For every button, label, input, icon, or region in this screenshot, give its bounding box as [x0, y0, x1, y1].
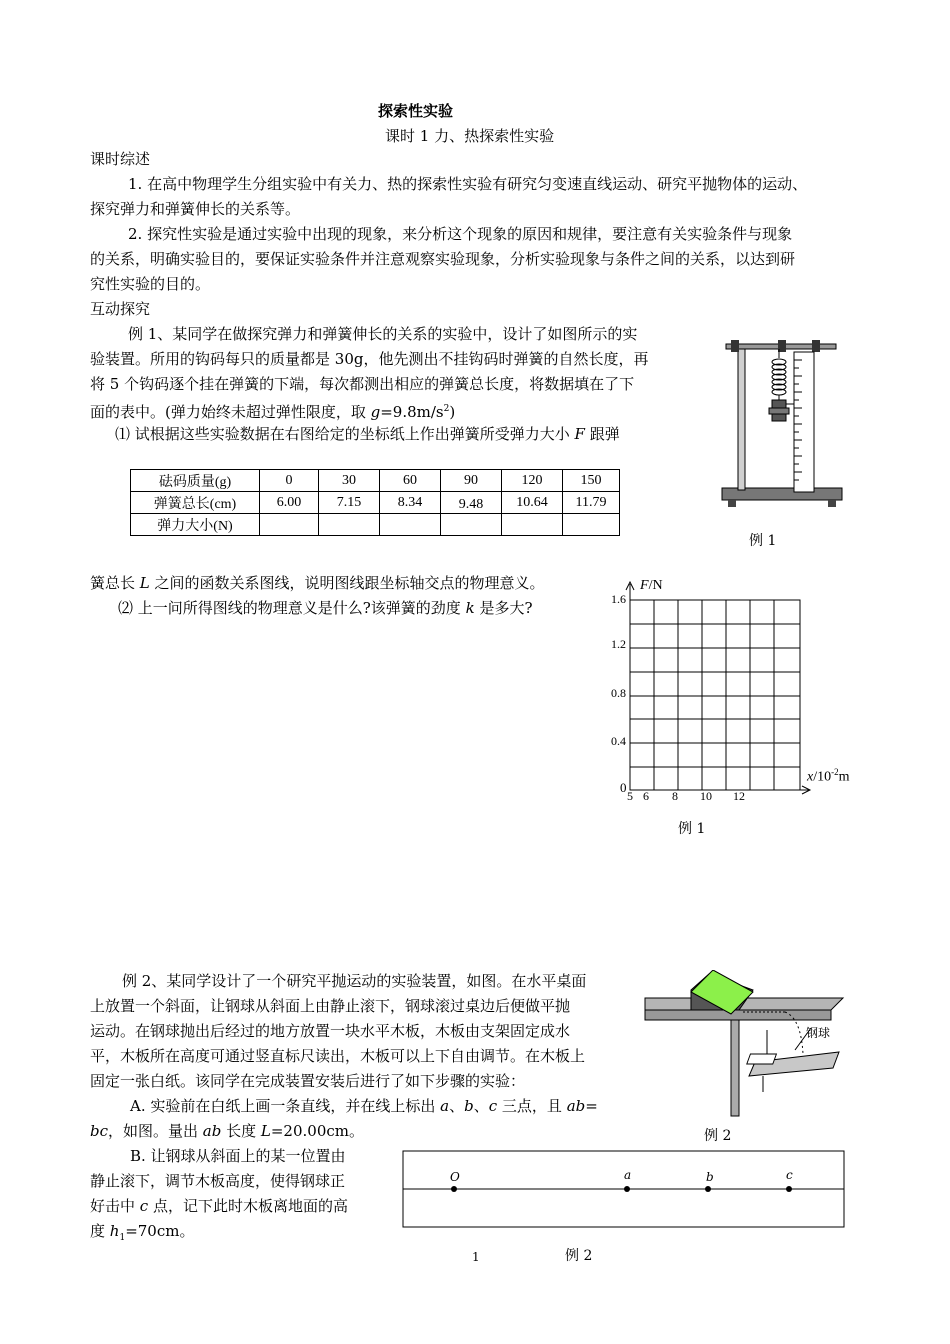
ex2-step-b-line1: B. 让钢球从斜面上的某一位置由 — [130, 1147, 346, 1165]
overview-p2-line1: 2. 探究性实验是通过实验中出现的现象，来分析这个现象的原因和规律，要注意有关实验条件与现象 — [128, 225, 793, 243]
point-c — [786, 1186, 792, 1192]
y-axis-label: F/N — [640, 578, 663, 593]
overview-p2-line2: 的关系，明确实验目的，要保证实验条件并注意观察实验现象，分析实验现象与条件之间的关系，以达到研 — [90, 250, 796, 268]
spring-apparatus-figure — [716, 330, 852, 512]
x-tick: 12 — [733, 789, 745, 803]
ex2-line1: 例 2、某同学设计了一个研究平抛运动的实验装置，如图。在水平桌面 — [122, 972, 587, 990]
page-title: 探索性实验 — [378, 102, 454, 120]
point-b — [705, 1186, 711, 1192]
ex2-line2: 上放置一个斜面，让钢球从斜面上由静止滚下，钢球滚过桌边后便做平抛 — [90, 997, 571, 1015]
ex1-line4: 面的表中。(弹力始终未超过弹性限度，取 $g=9.8m/s^2$) — [90, 403, 456, 421]
point-label-c: c — [786, 1168, 793, 1182]
y-tick: 1.2 — [611, 637, 626, 651]
table-row: 砝码质量(g) 0 30 60 90 120 150 — [131, 470, 620, 492]
ex1-line3: 将 5 个钩码逐个挂在弹簧的下端，每次都测出相应的弹簧总长度，将数据填在了下 — [90, 375, 635, 393]
ex2-step-b-line4: 度 $h_1=70cm$。 — [90, 1222, 195, 1243]
y-tick: 0 — [620, 780, 627, 795]
ex1-line2: 验装置。所用的钩码每只的质量都是 30g，他先测出不挂钩码时弹簧的自然长度，再 — [90, 350, 649, 368]
x-tick: 5 — [627, 789, 633, 803]
paper-strip-figure — [402, 1150, 846, 1230]
ex2-step-b-line3: 好击中 c 点，记下此时木板离地面的高 — [90, 1197, 348, 1215]
page-subtitle: 课时 1 力、热探索性实验 — [385, 127, 555, 145]
data-table — [130, 469, 620, 536]
overview-p1-line2: 探究弹力和弹簧伸长的关系等。 — [90, 200, 301, 218]
table-row: 弹簧总长(cm) 6.00 7.15 8.34 9.48 10.64 11.79 — [131, 492, 620, 514]
ex1-line1: 例 1、某同学在做探究弹力和弹簧伸长的关系的实验中，设计了如图所示的实 — [128, 325, 638, 343]
ex2-step-b-line2: 静止滚下，调节木板高度，使得钢球正 — [90, 1172, 346, 1190]
page-number: 1 — [472, 1250, 480, 1264]
ex2-step-a: A. 实验前在白纸上画一条直线，并在线上标出 a、b、c 三点，且 ab= — [130, 1097, 598, 1115]
interactive-heading: 互动探究 — [90, 300, 151, 318]
steel-ball-label: 钢球 — [806, 1026, 831, 1040]
y-tick: 0.8 — [611, 686, 626, 700]
x-axis-label: $x/10^{-2}m$ — [807, 767, 850, 785]
point-a — [624, 1186, 630, 1192]
point-label-b: b — [706, 1170, 714, 1184]
y-tick: 0.4 — [611, 734, 626, 748]
overview-p1-line1: 1. 在高中物理学生分组实验中有关力、热的探索性实验有研究匀变速直线运动、研究平抛物体的运动、 — [128, 175, 808, 193]
point-label-a: a — [624, 1168, 632, 1182]
question-1: ⑴ 试根据这些实验数据在右图给定的坐标纸上作出弹簧所受弹力大小 F 跟弹 — [115, 425, 620, 443]
projectile-apparatus-figure — [643, 970, 853, 1120]
x-tick: 10 — [700, 789, 712, 803]
x-tick: 6 — [643, 789, 649, 803]
point-label-o: O — [450, 1170, 460, 1184]
question-2: ⑵ 上一问所得图线的物理意义是什么?该弹簧的劲度 k 是多大? — [118, 599, 533, 617]
apparatus-caption: 例 1 — [749, 533, 777, 549]
point-o — [451, 1186, 457, 1192]
graph-caption: 例 1 — [678, 821, 706, 837]
y-tick: 1.6 — [611, 592, 626, 606]
x-tick: 8 — [672, 789, 678, 803]
overview-heading: 课时综述 — [90, 150, 151, 168]
ex2-step-a-continued: bc，如图。量出 ab 长度 L=20.00cm。 — [90, 1122, 364, 1140]
question-1-continued: 簧总长 L 之间的函数关系图线，说明图线跟坐标轴交点的物理意义。 — [90, 574, 545, 592]
ex2-line3: 运动。在钢球抛出后经过的地方放置一块水平木板，木板由支架固定成水 — [90, 1022, 571, 1040]
overview-p2-line3: 究性实验的目的。 — [90, 275, 211, 293]
ex2-line5: 固定一张白纸。该同学在完成装置安装后进行了如下步骤的实验： — [90, 1072, 526, 1090]
projectile-caption: 例 2 — [704, 1128, 732, 1144]
ex2-line4: 平，木板所在高度可通过竖直标尺读出，木板可以上下自由调节。在木板上 — [90, 1047, 586, 1065]
strip-caption: 例 2 — [565, 1248, 593, 1264]
table-row: 弹力大小(N) — [131, 514, 620, 536]
